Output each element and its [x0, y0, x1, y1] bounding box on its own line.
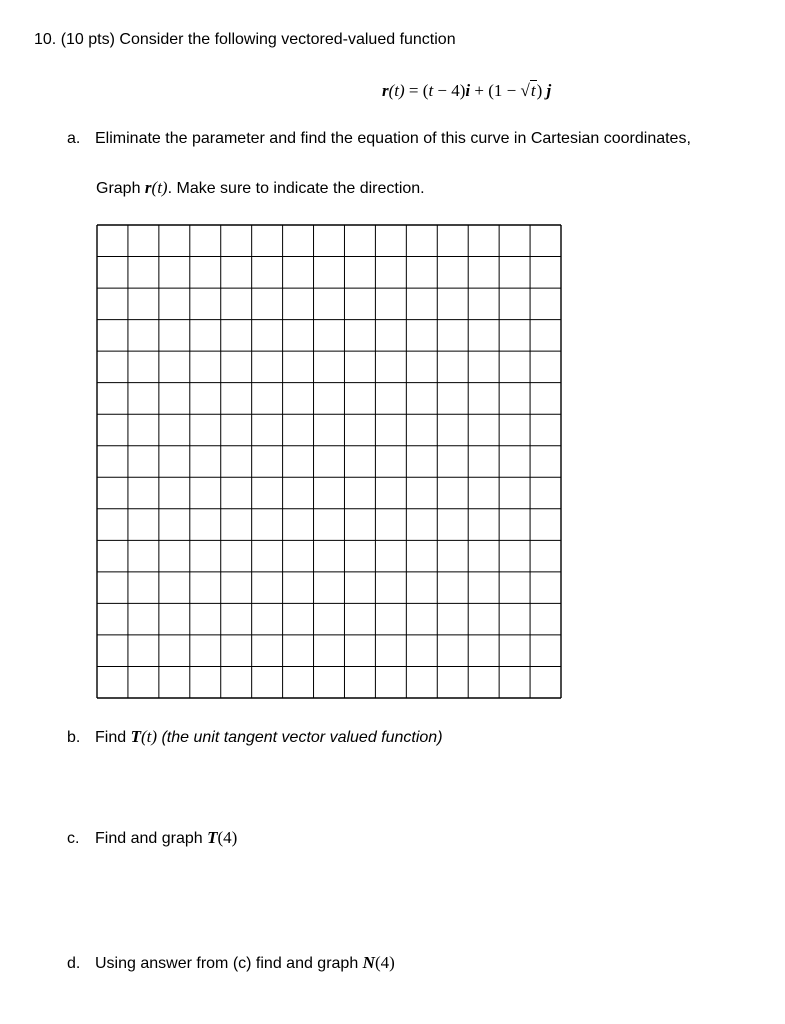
eq-term1-rest: − 4): [433, 81, 466, 100]
eq-equals: =: [404, 81, 423, 100]
graph-prefix: Graph: [96, 180, 145, 197]
part-b-prefix: Find: [95, 729, 131, 746]
part-a-text: Eliminate the parameter and find the equation of this curve in Cartesian coordinates,: [95, 130, 691, 147]
part-c-func: T: [207, 828, 218, 847]
part-b-arg: (t): [140, 727, 158, 746]
vector-function-equation: [382, 81, 551, 101]
problem-number: 10.: [34, 31, 57, 48]
part-b-func: T: [130, 727, 141, 746]
part-a-question: [67, 129, 691, 149]
sqrt-radicand: t: [530, 81, 536, 100]
problem-header: [34, 30, 456, 50]
eq-i-vector: i: [465, 81, 471, 100]
part-d-arg: (4): [374, 953, 395, 972]
eq-r: r: [382, 81, 389, 100]
eq-t: t: [428, 81, 434, 100]
part-d-prefix: Using answer from (c) find and graph: [95, 955, 363, 972]
part-a-letter: a.: [67, 130, 81, 147]
part-b-letter: b.: [67, 729, 81, 746]
part-c-arg: (4): [217, 828, 238, 847]
graph-arg: (t): [151, 178, 168, 197]
part-d-letter: d.: [67, 955, 81, 972]
part-c-prefix: Find and graph: [95, 830, 208, 847]
part-c-letter: c.: [67, 830, 80, 847]
part-d-func: N: [362, 953, 375, 972]
part-a-graph-instruction: [96, 178, 425, 199]
part-b-question: [67, 727, 443, 748]
part-d-question: [67, 953, 395, 974]
graph-grid[interactable]: [96, 224, 562, 699]
eq-arg: (t): [388, 81, 405, 100]
problem-intro: Consider the following vectored-valued function: [119, 31, 456, 48]
sqrt-symbol: √: [520, 81, 530, 100]
eq-open: (: [422, 81, 429, 100]
graph-r: r: [144, 178, 152, 197]
eq-close: ): [536, 81, 547, 100]
graph-grid-svg: [96, 224, 562, 699]
graph-suffix: . Make sure to indicate the direction.: [167, 180, 425, 197]
eq-plus: + (1 −: [470, 81, 521, 100]
problem-points: (10 pts): [60, 31, 115, 48]
part-c-question: [67, 828, 237, 849]
eq-sqrt: [521, 81, 537, 101]
part-b-note: (the unit tangent vector valued function): [157, 729, 443, 746]
eq-j-vector: j: [546, 81, 552, 100]
